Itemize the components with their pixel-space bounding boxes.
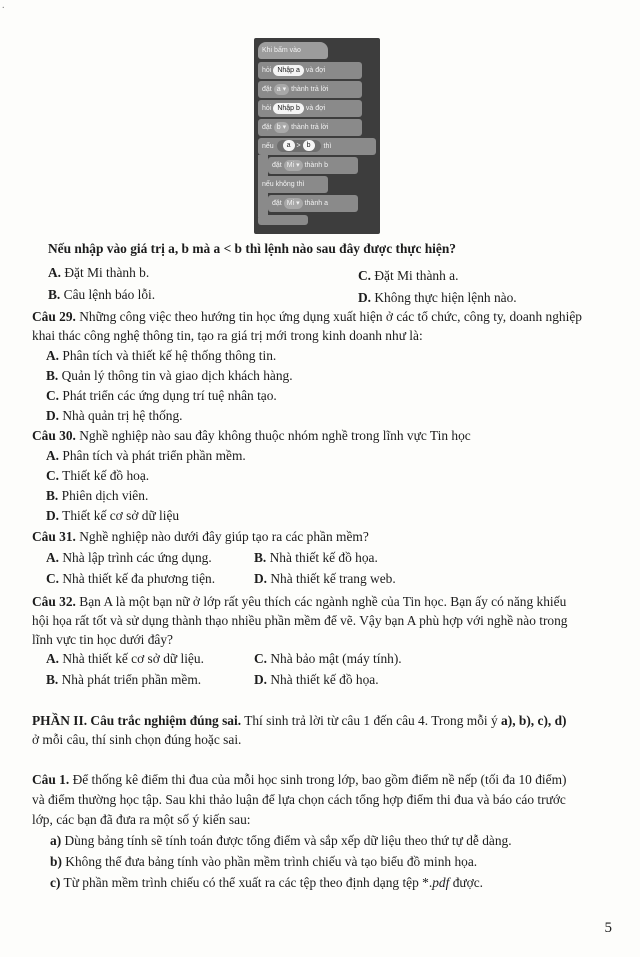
p2q1-stem-line2: và điểm thường học tập. Sau khi thảo luận để lựa chọn cách tổng hợp điểm thi đua và báo cáo trước <box>32 792 566 807</box>
q32-option-a: A. Nhà thiết kế cơ sở dữ liệu. <box>46 651 204 666</box>
q32-option-c: C. Nhà bảo mật (máy tính). <box>254 651 402 666</box>
q30-stem: Câu 30. Nghề nghiệp nào sau đây không thuộc nhóm nghề trong lĩnh vực Tin học <box>32 428 471 443</box>
scratch-hat-block: Khi bấm vào <box>258 42 328 59</box>
q32-option-d: D. Nhà thiết kế đồ họa. <box>254 672 379 687</box>
q28-question: Nếu nhập vào giá trị a, b mà a < b thì lệnh nào sau đây được thực hiện? <box>48 241 456 256</box>
q30-option-c: C. Thiết kế đồ hoạ. <box>46 468 150 483</box>
q29-stem-line2: khai thác công nghệ thông tin, tạo ra giá trị mới trong kinh doanh như là: <box>32 328 423 343</box>
q29-option-a: A. Phân tích và thiết kế hệ thống thông tin. <box>46 348 277 363</box>
p2q1-statement-b: b) Không thể đưa bảng tính vào phần mềm trình chiếu và tạo biểu đồ minh họa. <box>50 854 478 869</box>
q30-option-b: B. Phiên dịch viên. <box>46 488 149 503</box>
corner-mark: . <box>2 0 5 11</box>
part2-heading-line2: ở mỗi câu, thí sinh chọn đúng hoặc sai. <box>32 732 242 747</box>
p2q1-stem-line1: Câu 1. Để thống kê điểm thi đua của mỗi học sinh trong lớp, bao gồm điểm nề nếp (tối đa 10 điểm) <box>32 772 567 787</box>
q30-option-a: A. Phân tích và phát triển phần mềm. <box>46 448 246 463</box>
scratch-set-b-block: đặt b ▾ thành trả lời <box>258 119 362 136</box>
q31-option-b: B. Nhà thiết kế đồ họa. <box>254 550 378 565</box>
scratch-ask-a-block: hỏi Nhập a và đợi <box>258 62 362 79</box>
part2-heading-line1: PHẦN II. Câu trắc nghiệm đúng sai. Thí sinh trả lời từ câu 1 đến câu 4. Trong mỗi ý a), b), c), d) <box>32 713 567 728</box>
scratch-if-block: nếu a > b thì <box>258 138 376 155</box>
q30-option-d: D. Thiết kế cơ sở dữ liệu <box>46 508 180 523</box>
scratch-if-end <box>258 215 308 225</box>
q32-stem-line3: lĩnh vực tin học dưới đây? <box>32 632 173 647</box>
p2q1-statement-c: c) Từ phần mềm trình chiếu có thể xuất ra các tệp theo định dạng tệp *.pdf được. <box>50 875 484 890</box>
q32-stem-line2: hội họa rất tốt và sử dụng thành thạo nhiều phần mềm để vẽ. Vậy bạn A phù hợp với nghề nào trong <box>32 613 568 628</box>
scratch-set-mi-a-block: đặt Mi ▾ thành a <box>268 195 358 212</box>
q29-option-c: C. Phát triển các ứng dụng trí tuệ nhân tạo. <box>46 388 277 403</box>
q31-stem: Câu 31. Nghề nghiệp nào dưới đây giúp tạo ra các phần mềm? <box>32 529 369 544</box>
scratch-else-label: nếu không thì <box>258 176 328 193</box>
q32-option-b: B. Nhà phát triển phần mềm. <box>46 672 202 687</box>
p2q1-statement-a: a) Dùng bảng tính sẽ tính toán được tổng điểm và sắp xếp dữ liệu theo thứ tự dễ dàng. <box>50 833 512 848</box>
q29-option-b: B. Quản lý thông tin và giao dịch khách hàng. <box>46 368 293 383</box>
q31-option-d: D. Nhà thiết kế trang web. <box>254 571 396 586</box>
scratch-ask-b-block: hỏi Nhập b và đợi <box>258 100 362 117</box>
q29-stem-line1: Câu 29. Những công việc theo hướng tin học ứng dụng xuất hiện ở các tổ chức, công ty, doanh nghiệp <box>32 309 582 324</box>
q29-option-d: D. Nhà quản trị hệ thống. <box>46 408 183 423</box>
q28-option-b: B. Câu lệnh báo lỗi. <box>48 287 156 302</box>
scratch-set-mi-b-block: đặt Mi ▾ thành b <box>268 157 358 174</box>
q31-option-c: C. Nhà thiết kế đa phương tiện. <box>46 571 216 586</box>
q28-option-c: C. Đặt Mi thành a. <box>358 268 459 283</box>
q32-stem-line1: Câu 32. Bạn A là một bạn nữ ở lớp rất yêu thích các ngành nghề của Tin học. Bạn ấy có năng khiếu <box>32 594 567 609</box>
scratch-program-image <box>254 38 380 234</box>
q31-option-a: A. Nhà lập trình các ứng dụng. <box>46 550 212 565</box>
scratch-set-a-block: đặt a ▾ thành trả lời <box>258 81 362 98</box>
page-number: 5 <box>604 920 612 936</box>
q28-option-a: A. Đặt Mi thành b. <box>48 265 150 280</box>
p2q1-stem-line3: lớp, các bạn đã đưa ra một số ý kiến sau: <box>32 812 251 827</box>
q28-option-d: D. Không thực hiện lệnh nào. <box>358 290 517 305</box>
